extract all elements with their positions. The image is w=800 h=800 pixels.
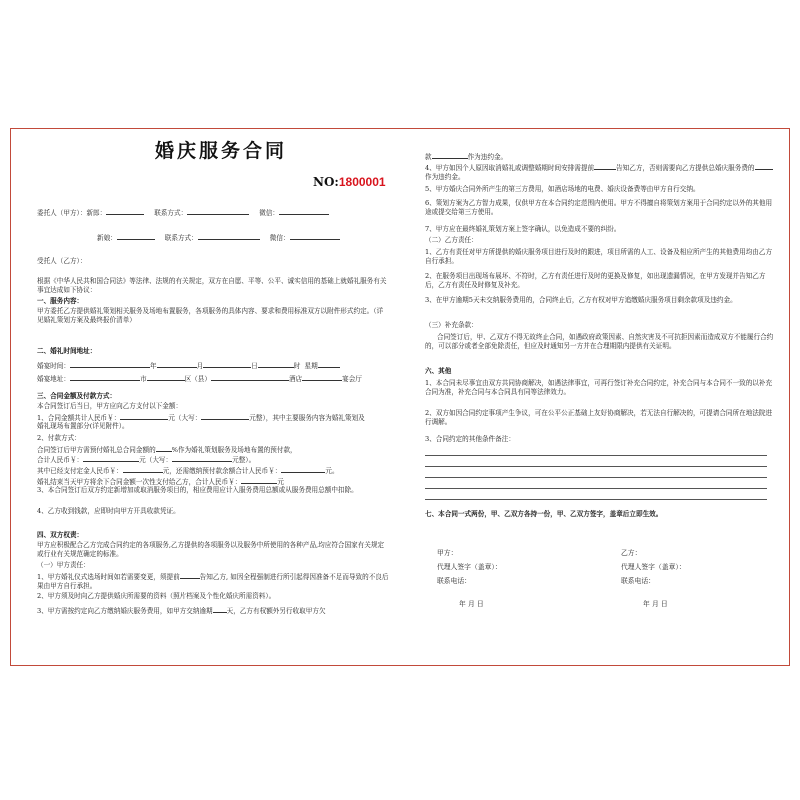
contract-number (313, 175, 386, 189)
other-clause-3: 3、合同约定的其他条件备注： (425, 435, 515, 443)
wedding-date-row (37, 360, 340, 371)
prepay-percent-note: %作为婚礼策划服务及场地布置的预付款， (171, 446, 297, 454)
weekday-label: 星期 (304, 362, 318, 370)
other-clause-2: 2、双方如因合同约定事项产生争议，可在公平公正基础上友好协商解决，若无法自行解决的，可提请合同所在地法院进行调解。 (425, 409, 773, 427)
party-b-date: 年 月 日 (643, 600, 668, 608)
party-a-label: 甲方： (437, 549, 458, 557)
duty-1-text-b: 告知乙方, 如因全程强制进行所引起得因准备不足而导致的不良后果由甲方自行承担。 (37, 573, 389, 591)
month-field[interactable] (157, 360, 197, 368)
final-payment-field[interactable] (241, 476, 277, 484)
payment-clause-4: 4、乙方收到钱款，应即时向甲方开具收款凭证。 (37, 507, 180, 515)
trustee-row (37, 257, 86, 266)
party-a-duty-6: 6、策划方案为乙方智力成果，仅供甲方在本合同约定范围内使用。甲方不得擅自将策划方案用于合同约定以外的其他用途或提交给第三方使用。 (425, 199, 773, 217)
remarks-line-3[interactable] (425, 477, 767, 478)
party-b-duty-1: 1、乙方有责任对甲方所提供的婚庆服务项目进行及时的跟进，项目所需的人工、设备及相应所产生的其他费用均由乙方自行承担。 (425, 248, 773, 266)
district-unit: 区（县） (184, 375, 211, 383)
groom-wechat-label: 微信： (259, 209, 279, 217)
duty-3-text-a: 3、甲方需按约定向乙方缴纳婚庆服务费用，如甲方交纳逾期 (37, 607, 213, 615)
party-a-duty-4 (425, 162, 775, 183)
contract-sheet (10, 128, 790, 666)
party-a-duty-2: 2、甲方须及时向乙方提供婚庆所需要的资料（照片档案及个性化婚庆所需资料）。 (37, 592, 276, 600)
section-3-heading: 三、合同金额及付款方式： (37, 392, 117, 400)
duty-3-days-field[interactable] (213, 605, 227, 613)
duty-4-text-c: 作为违约金。 (425, 173, 465, 182)
remarks-line-4[interactable] (425, 488, 767, 489)
section-1-text: 甲方委托乙方提供婚礼策划相关服务及场地布置服务，各项服务的具体内容、要求和费用标准双方以附件形式约定。（详见婚礼策划方案及最终报价清单） (37, 307, 384, 325)
party-a-duty-7: 7、甲方应在最终婚礼策划方案上签字确认，以免造成不要的纠纷。 (425, 225, 621, 233)
payment-method-label: 2、付款方式： (37, 434, 81, 442)
bride-label: 新娘： (97, 234, 117, 242)
bride-row (97, 232, 340, 243)
hour-unit: 时 (293, 362, 301, 370)
hotel-field[interactable] (211, 373, 289, 381)
prepay-capital-field[interactable] (172, 454, 232, 462)
party-b-agent-label: 代理人签字（盖章）： (621, 563, 686, 571)
groom-name-field[interactable] (106, 207, 144, 215)
bride-contact-field[interactable] (198, 232, 260, 240)
party-b-phone: 联系电话： (621, 577, 655, 585)
venue-label: 婚宴地址： (37, 375, 70, 383)
duty-3-text-b: 天，乙方有权额外另行收取甲方欠 (226, 607, 326, 615)
section-1-heading: 一、服务内容： (37, 297, 84, 305)
prepay-amount-field[interactable] (83, 454, 139, 462)
groom-wechat-field[interactable] (279, 207, 329, 215)
duty-4-notice-field[interactable] (594, 162, 616, 170)
party-b-duties-heading: （二）乙方责任： (425, 236, 478, 244)
bride-wechat-label: 微信： (269, 234, 290, 242)
client-label: 委托人（甲方）：新郎： (37, 209, 107, 217)
remarks-line-2[interactable] (425, 466, 767, 467)
trustee-label: 受托人（乙方）： (37, 257, 87, 265)
year-field[interactable] (70, 360, 150, 368)
remaining-unit: 元。 (325, 467, 339, 475)
party-a-duties-heading: （一）甲方责任： (37, 561, 90, 569)
contract-number-label: NO: (313, 175, 339, 189)
hall-field[interactable] (302, 373, 342, 381)
party-a-duty-1 (37, 571, 389, 592)
total-amount-capital-field[interactable] (201, 412, 249, 420)
bride-wechat-field[interactable] (290, 232, 340, 240)
other-clause-1: 1、本合同未尽事宜由双方共同协商解决，如遇法律事宜，可再行签订补充合同约定，补充合同与本合同不一致的以补充合同为准，补充合同与本合同具有同等法律效力。 (425, 379, 773, 397)
remaining-label: 元，还需缴纳预付款余额合计人民币￥： (162, 467, 282, 475)
month-unit: 月 (196, 362, 204, 370)
party-a-duty-5: 5、甲方婚庆合同外所产生的第三方费用，如酒店场地的电费、婚庆设备费等由甲方自行交纳。 (425, 185, 700, 193)
bride-name-field[interactable] (117, 232, 155, 240)
overdue-amount-field[interactable] (432, 151, 468, 159)
party-a-duty-3 (37, 605, 389, 616)
prepay-capital-unit: 元整）。 (232, 456, 256, 464)
final-payment-label: 婚礼结束当天甲方将余下合同金额一次性支付给乙方，合计人民币￥： (37, 478, 242, 486)
prepay-amount-label: 合计人民币￥： (37, 456, 84, 464)
intro-paragraph: 根据《中华人民共和国合同法》等法律、法规的有关规定，双方在自愿、平等、公平、诚实信用的基础上就婚礼服务有关事宜达成如下协议： (37, 277, 387, 295)
final-payment-unit: 元 (277, 478, 284, 486)
section-4-paragraph: 甲方应积极配合乙方完成合同约定的各项服务,乙方提供的各项服务以及服务中所使用的各种产品,均应符合国家有关规定或行业有关规范确定的标准。 (37, 541, 385, 559)
prepay-capital-label: 元（大写： (139, 456, 173, 464)
payment-clause-3: 3、本合同签订后双方约定新增加或取消服务项目的，相应费用应计入服务费用总额或从服务费用总额中扣除。 (37, 486, 358, 494)
section-6-heading: 六、其他 (425, 367, 452, 375)
weekday-field[interactable] (318, 360, 340, 368)
groom-contact-label: 联系方式： (154, 209, 188, 217)
total-amount-note-2: 婚礼现场布置部分(详见附件）。 (37, 422, 129, 430)
city-field[interactable] (70, 373, 140, 381)
date-label: 婚宴时间： (37, 362, 70, 370)
supplement-text: 合同签订后，甲、乙双方不得无故终止合同，如遇政府政策因素、自然灾害及不可抗拒因素而造成双方不能履行合约的，可以部分或者全部免除责任，但应及时通知另一方并在合理期限内提供有关证明。 (425, 333, 774, 351)
duty-4-percent-field[interactable] (755, 162, 773, 170)
overdue-text-a: 款 (425, 153, 432, 161)
groom-contact-field[interactable] (187, 207, 249, 215)
section-7-text: 七、本合同一式两份，甲、乙双方各持一份，甲、乙双方签字，盖章后立即生效。 (425, 510, 663, 518)
remaining-field[interactable] (281, 465, 325, 473)
year-unit: 年 (149, 362, 157, 370)
duty-1-days-field[interactable] (180, 571, 200, 579)
contract-title: 婚庆服务合同 (155, 140, 288, 162)
party-a-agent-label: 代理人签字（盖章）： (437, 563, 502, 571)
remarks-line-5[interactable] (425, 499, 767, 500)
hotel-unit: 酒店 (288, 375, 303, 383)
hall-unit: 宴会厅 (342, 375, 362, 383)
party-b-duty-2: 2、在服务项目出现场布展坏、不符时，乙方有责任进行及时的更换及修复，如出现遗漏情况，在甲方发现并告知乙方后，乙方有责任及时修复及补充。 (425, 272, 766, 290)
section-2-heading: 二、婚礼时间地址： (37, 347, 97, 355)
total-amount-label: 1、合同金额共计人民币￥： (37, 414, 121, 422)
party-b-agent-sign (621, 563, 686, 572)
wedding-venue-row (37, 373, 362, 384)
deposit-label: 其中已经支付定金人民币￥： (37, 467, 123, 475)
overdue-text-b: 作为违约金。 (467, 153, 508, 161)
supplement-heading: （三）补充条款： (425, 321, 478, 329)
prepay-percent-label: 合同签订后甲方需预付婚礼总合同金额的 (37, 446, 156, 454)
total-amount-capital-label: 元（大写： (168, 414, 202, 422)
district-field[interactable] (147, 373, 185, 381)
payment-intro: 本合同签订后当日，甲方应向乙方支付以下金额： (37, 402, 183, 410)
party-a-phone: 联系电话： (437, 577, 471, 585)
total-amount-field[interactable] (120, 412, 168, 420)
prepay-amount-row (37, 454, 255, 465)
contract-number-value: 1800001 (338, 175, 386, 189)
section-4-heading: 四、双方权责： (37, 531, 84, 539)
party-b-label: 乙方： (621, 549, 642, 557)
duty-4-text-b: 告知乙方，否则需要向乙方提供总婚庆服务费的 (616, 164, 755, 172)
party-a-date: 年 月 日 (459, 600, 484, 608)
groom-row (37, 207, 329, 218)
total-amount-note: 元整），其中主要服务内容为婚礼策划及 (249, 414, 365, 422)
city-unit: 市 (139, 375, 147, 383)
day-unit: 日 (251, 362, 258, 370)
deposit-row (37, 465, 339, 476)
hour-field[interactable] (258, 360, 294, 368)
duty-4-text-a: 4、甲方如因个人原因取消婚礼或调整婚期时间安排需提前 (425, 164, 595, 172)
deposit-field[interactable] (123, 465, 163, 473)
duty-1-text-a: 1、甲方婚礼仪式选场时间如若需要变更，须提前 (37, 573, 180, 581)
party-a-agent-sign (437, 563, 502, 572)
party-b-duty-3: 3、在甲方逾期5天未交纳服务费用的，合同终止后，乙方有权对甲方追缴婚庆服务项目剩余款项及违约金。 (425, 296, 737, 304)
remarks-line-1[interactable] (425, 455, 767, 456)
prepay-percent-field[interactable] (156, 444, 172, 452)
overdue-penalty-row (425, 151, 507, 162)
day-field[interactable] (203, 360, 251, 368)
bride-contact-label: 联系方式： (164, 234, 198, 242)
